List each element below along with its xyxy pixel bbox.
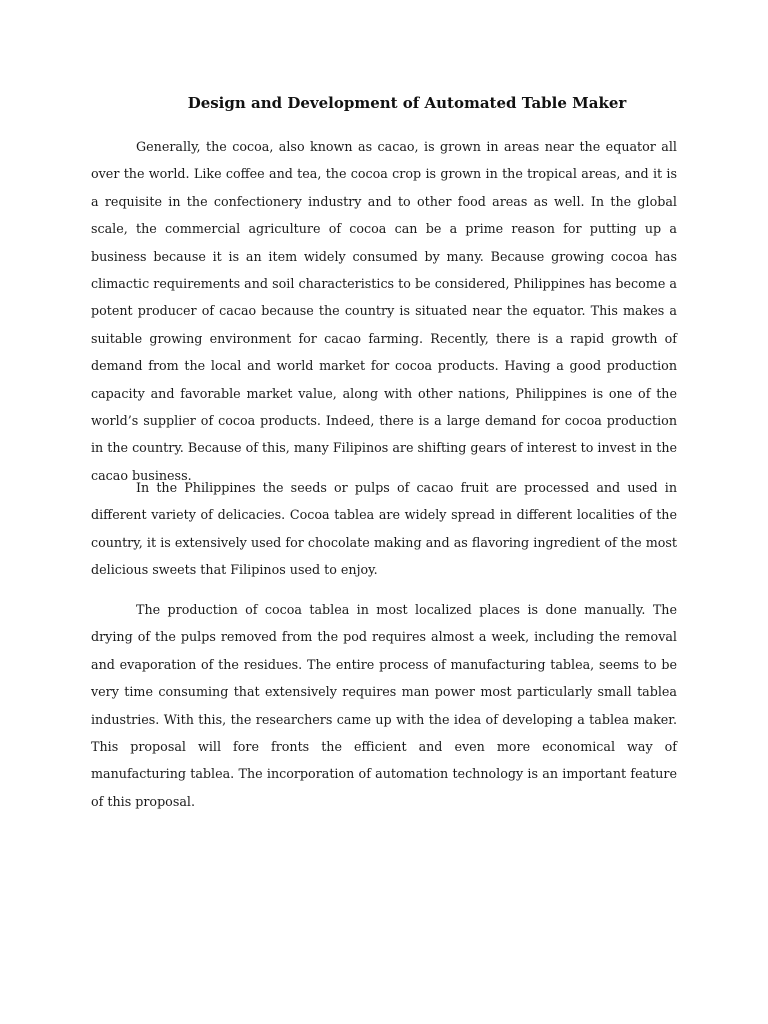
- document-title: Design and Development of Automated Table Maker: [187, 94, 627, 112]
- paragraph-2: In the Philippines the seeds or pulps of cacao fruit are processed and used in different variety of delicacies. Cocoa tablea are widely spread in different localities of the country, it is extensively used for chocolate making and as flavoring ingredient of the most delicious sweets that Filipinos used to enjoy.: [91, 480, 677, 578]
- paragraph-3: The production of cocoa tablea in most localized places is done manually. The drying of the pulps removed from the pod requires almost a week, including the removal and evaporation of the residues. The entire process of manufacturing tablea, seems to be very time consuming that extensively requires man power most particularly small tablea industries. With this, the researchers came up with the idea of developing a tablea maker. This proposal will fore fronts the efficient and even more economical way of manufacturing tablea. The incorporation of automation technology is an important feature of this proposal.: [91, 602, 677, 809]
- paragraph-1: Generally, the cocoa, also known as cacao, is grown in areas near the equator all over the world. Like coffee and tea, the cocoa crop is grown in the tropical areas, and it is a requisite in the confectionery industry and to other food areas as well. In the global scale, the commercial agriculture of cocoa can be a prime reason for putting up a business because it is an item widely consumed by many. Because growing cocoa has climactic requirements and soil characteristics to be considered, Philippines has become a potent producer of cacao because the country is situated near the equator. This makes a suitable growing environment for cacao farming. Recently, there is a rapid growth of demand from the local and world market for cocoa products. Having a good production capacity and favorable market value, along with other nations, Philippines is one of the world’s supplier of cocoa products. Indeed, there is a large demand for cocoa production in the country. Because of this, many Filipinos are shifting gears of interest to invest in the cacao business.: [91, 139, 678, 483]
